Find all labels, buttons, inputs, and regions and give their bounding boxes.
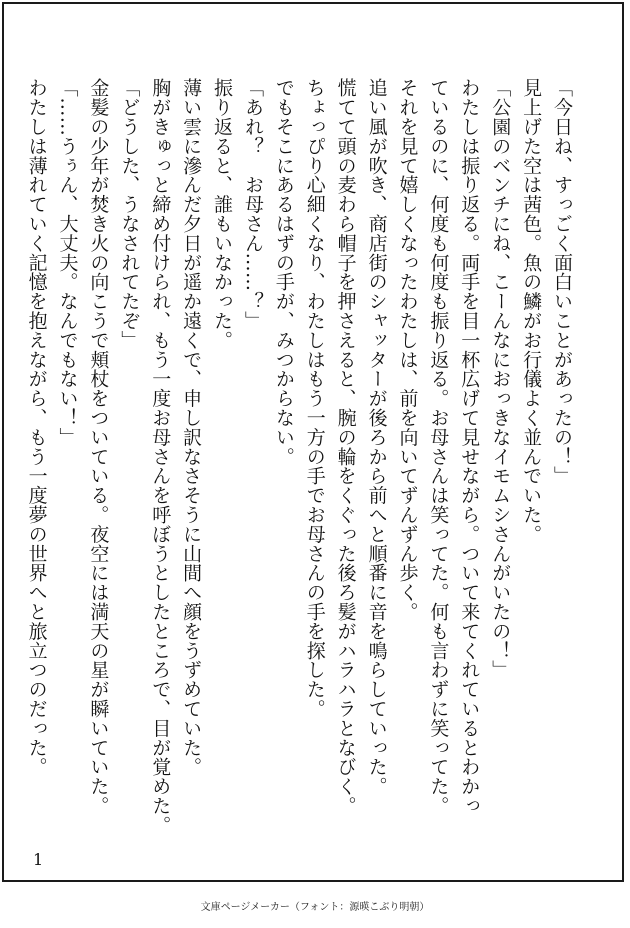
footer-caption: 文庫ページメーカー（フォント：源暎こぶり明朝） — [200, 902, 430, 913]
text-line: 追い風が吹き、商店街のシャッターが後ろから前へと順番に音を鳴らしていった。 — [365, 78, 388, 796]
text-line: 「公園のベンチにね、こーんなにおっきなイモムシさんがいたの！」 — [489, 78, 512, 680]
text-line: 金髪の少年が焚き火の向こうで頬杖をついている。夜空には満天の星が瞬いていた。 — [87, 78, 110, 816]
text-line: 「あれ？ お母さん……？」 — [241, 78, 264, 331]
text-line: 慌てて頭の麦わら帽子を押さえると、腕の輪をくぐった後ろ髪がハラハラとなびく。 — [334, 78, 357, 816]
vertical-text-body — [21, 78, 577, 858]
text-line: 薄い雲に滲んだ夕日が遥か遠くで、申し訳なさそうに山間へ顔をうずめていた。 — [180, 78, 203, 777]
text-line: ているのに、何度も何度も振り返る。お母さんは笑ってた。何も言わずに笑ってた。 — [427, 78, 450, 816]
text-line: 「どうした、うなされてたぞ」 — [118, 78, 141, 350]
text-line: それを見て嬉しくなったわたしは、前を向いてずんずん歩く。 — [396, 78, 419, 622]
text-line: 「……うぅん、大丈夫。なんでもない！」 — [56, 78, 79, 447]
text-line: わたしは振り返る。両手を目一杯広げて見せながら。ついて来てくれているとわかっ — [458, 78, 481, 816]
text-line: 振り返ると、誰もいなかった。 — [211, 78, 234, 350]
text-line: わたしは薄れていく記憶を抱えながら、もう一度夢の世界へと旅立つのだった。 — [25, 78, 48, 777]
page-frame — [2, 2, 624, 882]
text-line: 胸がきゅっと締め付けられ、もう一度お母さんを呼ぼうとしたところで、目が覚めた。 — [149, 78, 172, 835]
page-number: 1 — [33, 850, 44, 869]
text-line: ちょっぴり心細くなり、わたしはもう一方の手でお母さんの手を探した。 — [303, 78, 326, 719]
text-line: でもそこにあるはずの手が、みつからない。 — [272, 78, 295, 466]
text-line: 「今日ね、すっごく面白いことがあったの！」 — [551, 78, 573, 486]
text-line: 見上げた空は茜色。魚の鱗がお行儀よく並んでいた。 — [520, 78, 543, 544]
